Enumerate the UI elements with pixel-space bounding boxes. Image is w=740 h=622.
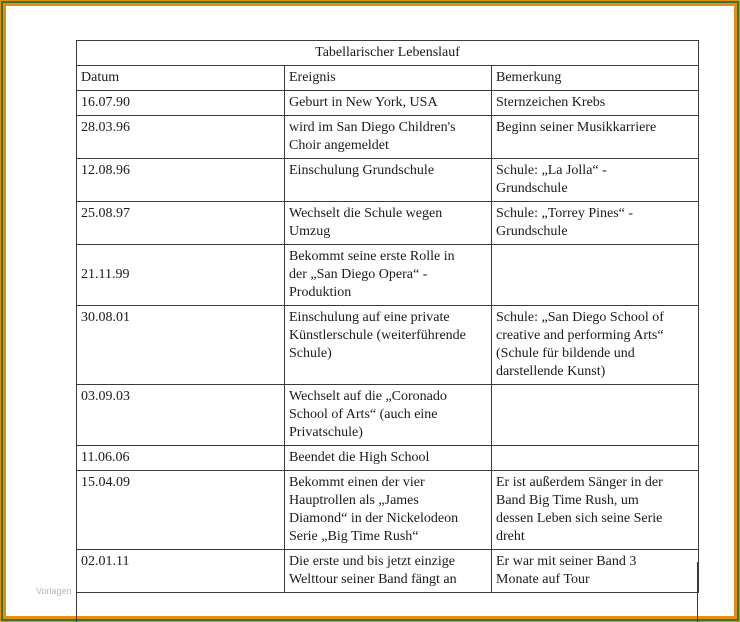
row-date: 28.03.96	[77, 116, 285, 159]
row-event: Einschulung auf eine private Künstlerschule (weiterführende Schule)	[285, 306, 492, 385]
row-event: Wechselt die Schule wegen Umzug	[285, 202, 492, 245]
row-note: Schule: „La Jolla“ - Grundschule	[492, 159, 699, 202]
row-date: 21.11.99	[77, 245, 285, 306]
table-row	[77, 116, 699, 159]
row-event: Bekommt einen der vier Hauptrollen als „James Diamond“ in der Nickelodeon Serie „Big Time Rush“	[285, 471, 492, 550]
header-date: Datum	[77, 66, 285, 91]
row-note: Sternzeichen Krebs	[492, 91, 699, 116]
row-date: 11.06.06	[77, 446, 285, 471]
table-row	[77, 446, 699, 471]
row-date: 12.08.96	[77, 159, 285, 202]
row-date: 16.07.90	[77, 91, 285, 116]
header-event: Ereignis	[285, 66, 492, 91]
table-title-row	[77, 41, 699, 66]
row-note: Schule: „Torrey Pines“ - Grundschule	[492, 202, 699, 245]
row-event: wird im San Diego Children's Choir angemeldet	[285, 116, 492, 159]
row-note: Schule: „San Diego School of creative and performing Arts“ (Schule für bildende und darstellende Kunst)	[492, 306, 699, 385]
row-date: 30.08.01	[77, 306, 285, 385]
watermark-text: Vorlagen	[36, 586, 72, 596]
document-page	[14, 14, 726, 608]
header-note: Bemerkung	[492, 66, 699, 91]
table-row	[77, 385, 699, 446]
table-row	[77, 306, 699, 385]
row-note	[492, 385, 699, 446]
table-title: Tabellarischer Lebenslauf	[77, 41, 699, 66]
row-note: Beginn seiner Musikkarriere	[492, 116, 699, 159]
table-row	[77, 91, 699, 116]
row-event: Bekommt seine erste Rolle in der „San Diego Opera“ - Produktion	[285, 245, 492, 306]
table-continuation	[76, 562, 698, 622]
table-row	[77, 159, 699, 202]
row-event: Die erste und bis jetzt einzige Welttour seiner Band fängt an	[285, 550, 492, 593]
table-row	[77, 245, 699, 306]
cv-table	[76, 40, 699, 593]
row-date: 02.01.11	[77, 550, 285, 593]
row-date: 25.08.97	[77, 202, 285, 245]
table-header-row	[77, 66, 699, 91]
table-row	[77, 202, 699, 245]
row-event: Geburt in New York, USA	[285, 91, 492, 116]
row-note	[492, 245, 699, 306]
row-event: Wechselt auf die „Coronado School of Arts“ (auch eine Privatschule)	[285, 385, 492, 446]
row-note	[492, 446, 699, 471]
row-note: Er ist außerdem Sänger in der Band Big Time Rush, um dessen Leben sich seine Serie dreht	[492, 471, 699, 550]
row-note: Er war mit seiner Band 3 Monate auf Tour	[492, 550, 699, 593]
row-event: Einschulung Grundschule	[285, 159, 492, 202]
row-date: 03.09.03	[77, 385, 285, 446]
row-date: 15.04.09	[77, 471, 285, 550]
row-event: Beendet die High School	[285, 446, 492, 471]
table-row	[77, 471, 699, 550]
